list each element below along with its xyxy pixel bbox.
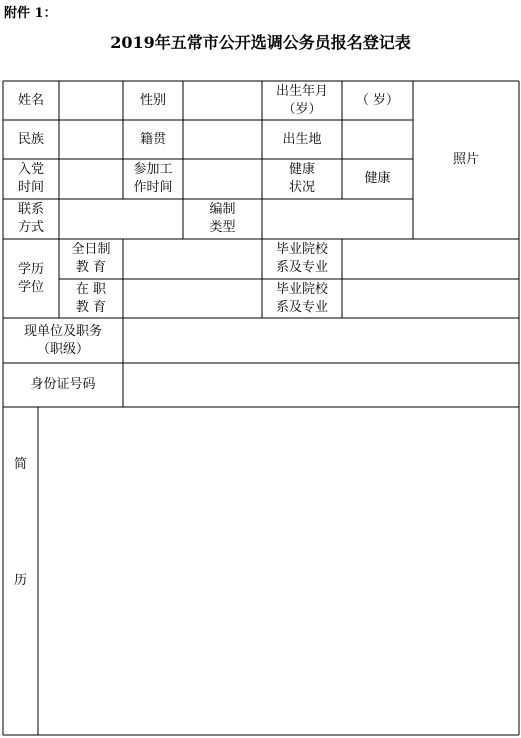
staff-type-field[interactable] [262, 199, 413, 239]
id-number-field[interactable] [123, 363, 519, 407]
contact-label: 联系 方式 [17, 202, 44, 235]
name-field[interactable] [59, 81, 123, 120]
staff-type-label: 编制 类型 [209, 202, 236, 235]
native-place-field[interactable] [183, 120, 262, 159]
inservice-label: 在 职 教 育 [75, 281, 107, 315]
health-label: 健康 状况 [288, 162, 315, 195]
resume-label-1: 简 [13, 457, 27, 472]
name-label: 姓名 [17, 92, 44, 108]
health-value[interactable]: 健康 [364, 171, 391, 186]
party-time-field[interactable] [59, 159, 123, 199]
gender-field[interactable] [183, 81, 262, 120]
school-major-label-2: 毕业院校 系及专业 [275, 281, 328, 315]
ethnicity-field[interactable] [59, 120, 123, 159]
id-number-label: 身份证号码 [30, 377, 96, 392]
party-time-label: 入党 时间 [17, 162, 44, 195]
work-time-field[interactable] [183, 159, 262, 199]
contact-field[interactable] [59, 199, 183, 239]
birth-label: 出生年月 （岁） [275, 83, 328, 117]
school-major-field-2[interactable] [342, 279, 519, 318]
resume-field[interactable] [38, 407, 519, 735]
fulltime-field[interactable] [123, 239, 262, 279]
native-place-label: 籍贯 [139, 131, 166, 147]
current-unit-field[interactable] [123, 318, 519, 363]
school-major-label-1: 毕业院校 系及专业 [275, 242, 328, 275]
birthplace-field[interactable] [342, 120, 413, 159]
gender-label: 性别 [139, 92, 166, 108]
school-major-field-1[interactable] [342, 239, 519, 279]
resume-label-2: 历 [13, 573, 27, 588]
work-time-label: 参加工 作时间 [133, 162, 173, 195]
age-field[interactable]: （ 岁） [355, 92, 400, 108]
ethnicity-label: 民族 [17, 131, 44, 147]
education-label: 学历 学位 [17, 261, 44, 295]
current-unit-label: 现单位及职务 （职级） [23, 323, 102, 357]
form-title: 2019年五常市公开选调公务员报名登记表 [110, 33, 411, 52]
fulltime-label: 全日制 教 育 [71, 242, 111, 275]
attachment-label: 附件 1： [4, 6, 57, 21]
photo-box: 照片 [452, 152, 479, 167]
inservice-field[interactable] [123, 279, 262, 318]
birthplace-label: 出生地 [282, 131, 322, 147]
